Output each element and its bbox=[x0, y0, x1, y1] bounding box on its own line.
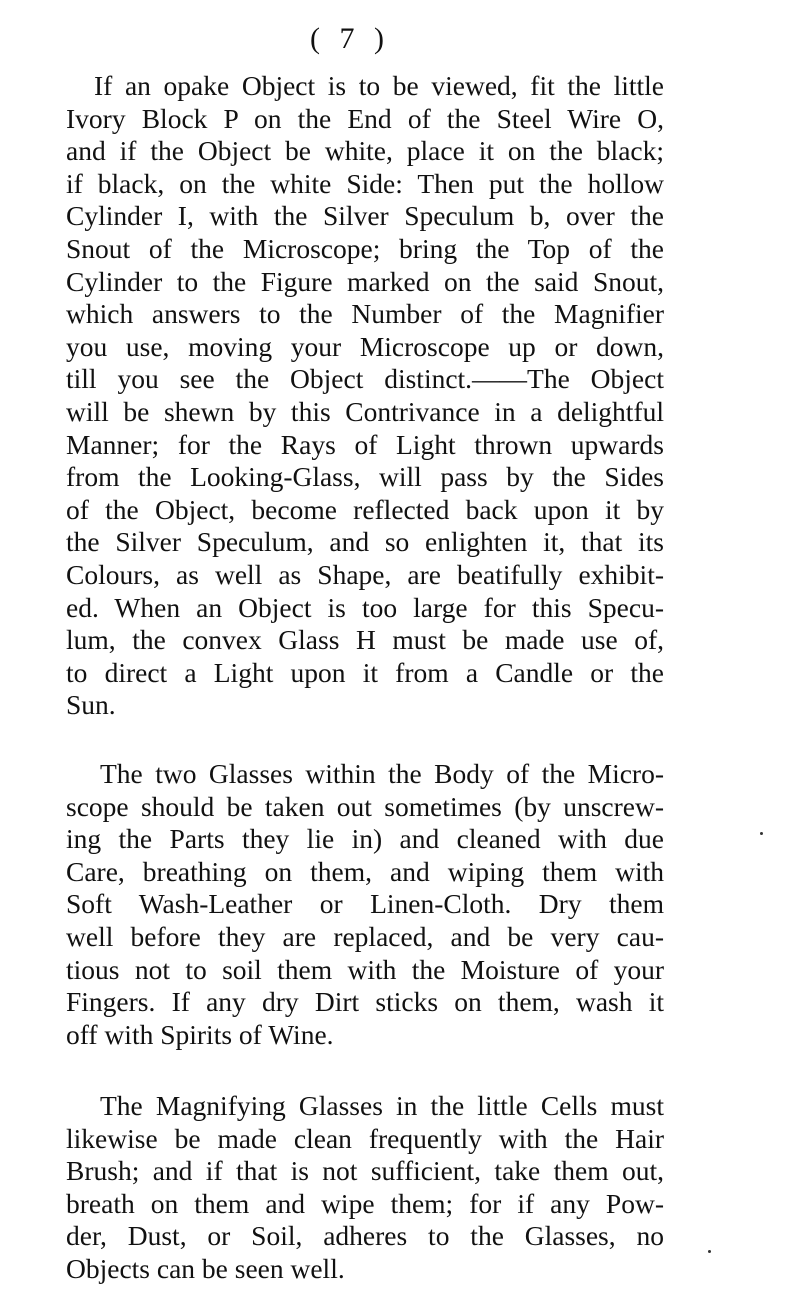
text-line: Cylinder I, with the Silver Speculum b, over the bbox=[66, 200, 664, 232]
text-line: Soft Wash-Leather or Linen-Cloth. Dry them bbox=[66, 888, 664, 920]
text-line: if black, on the white Side: Then put the hollow bbox=[66, 167, 664, 199]
ink-speck bbox=[708, 1250, 711, 1253]
text-line: Colours, as well as Shape, are beatifully exhibit- bbox=[66, 558, 664, 590]
paragraph-opake-object bbox=[66, 70, 664, 722]
text-line: will be shewn by this Contrivance in a delightful bbox=[66, 395, 664, 427]
text-line: likewise be made clean frequently with the Hair bbox=[66, 1122, 664, 1154]
text-line: which answers to the Number of the Magnifier bbox=[66, 298, 664, 330]
text-line: you use, moving your Microscope up or down, bbox=[66, 330, 664, 362]
text-line: Objects can be seen well. bbox=[66, 1252, 345, 1284]
text-line: till you see the Object distinct.——The Object bbox=[66, 363, 664, 395]
text-line: Sun. bbox=[66, 689, 116, 721]
text-line: Brush; and if that is not sufficient, take them out, bbox=[66, 1155, 664, 1187]
text-line: If an opake Object is to be viewed, fit the little bbox=[94, 70, 664, 101]
text-line: lum, the convex Glass H must be made use of, bbox=[66, 624, 664, 656]
paragraph-magnifying-glasses bbox=[66, 1090, 664, 1286]
text-line: Manner; for the Rays of Light thrown upwards bbox=[66, 428, 664, 460]
ink-speck bbox=[760, 832, 763, 835]
text-line: tious not to soil them with the Moisture of your bbox=[66, 953, 664, 985]
paragraph-cleaning-glasses bbox=[66, 758, 664, 1051]
text-line: The two Glasses within the Body of the Micro- bbox=[100, 758, 664, 789]
text-line: Fingers. If any dry Dirt sticks on them, wash it bbox=[66, 986, 664, 1018]
text-line: breath on them and wipe them; for if any Pow- bbox=[66, 1187, 664, 1219]
text-line: Snout of the Microscope; bring the Top of the bbox=[66, 232, 664, 264]
text-line: from the Looking-Glass, will pass by the Sides bbox=[66, 461, 664, 493]
text-line: Cylinder to the Figure marked on the said Snout, bbox=[66, 265, 664, 297]
text-line: to direct a Light upon it from a Candle or the bbox=[66, 656, 664, 688]
text-line: well before they are replaced, and be very cau- bbox=[66, 920, 664, 952]
text-line: the Silver Speculum, and so enlighten it, that its bbox=[66, 526, 664, 558]
text-line: Ivory Block P on the End of the Steel Wire O, bbox=[66, 102, 664, 134]
text-line: ed. When an Object is too large for this Specu- bbox=[66, 591, 664, 623]
text-line: scope should be taken out sometimes (by unscrew- bbox=[66, 790, 664, 822]
text-line: Care, breathing on them, and wiping them with bbox=[66, 855, 664, 887]
text-line: The Magnifying Glasses in the little Cells must bbox=[100, 1090, 664, 1121]
text-line: der, Dust, or Soil, adheres to the Glasses, no bbox=[66, 1220, 664, 1252]
page-number: ( 7 ) bbox=[310, 22, 390, 55]
text-line: of the Object, become reflected back upon it by bbox=[66, 493, 664, 525]
text-line: and if the Object be white, place it on the black; bbox=[66, 135, 664, 167]
text-line: ing the Parts they lie in) and cleaned with due bbox=[66, 823, 664, 855]
text-line: off with Spirits of Wine. bbox=[66, 1018, 334, 1050]
